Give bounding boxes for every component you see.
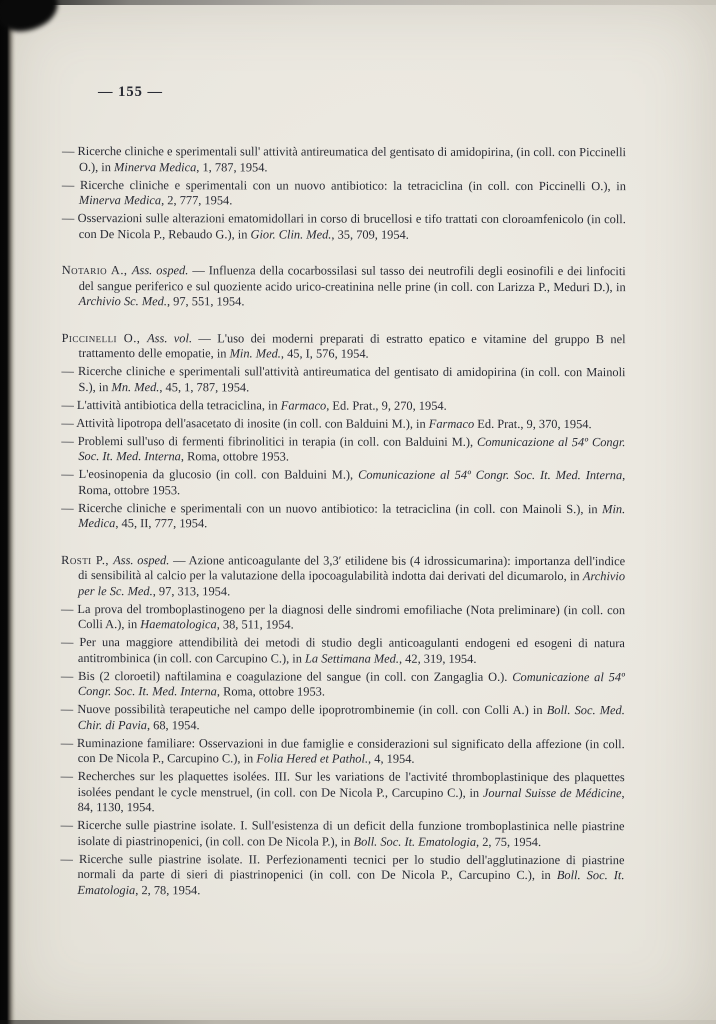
bibliography-entry — [61, 552, 625, 600]
text-segment: , 4, 1954. — [368, 751, 415, 766]
bibliography-entry — [61, 364, 625, 396]
text-segment: Comunicazione al 54º Congr. Soc. It. Med. Interna — [358, 467, 623, 483]
text-segment: , 45, I, 576, 1954. — [280, 346, 369, 361]
bibliography-entry — [61, 668, 625, 700]
text-segment: Archivio Sc. Med. — [78, 294, 167, 309]
text-segment: Farmaco — [428, 416, 475, 431]
bibliography-entry — [61, 397, 625, 414]
bibliography-entry — [62, 330, 626, 362]
bibliography-entry — [61, 702, 625, 734]
text-segment: Journal Suisse de Médicine — [482, 785, 622, 800]
bibliography-entry — [61, 415, 625, 432]
text-segment: , 68, 1954. — [146, 717, 200, 732]
text-segment: , Roma, ottobre 1953. — [216, 684, 325, 699]
text-segment: — Nuove possibilità terapeutiche nel campo delle ipoprotrombinemie (in coll. con Colli A.) in — [60, 701, 547, 718]
text-segment: Notario A., — [61, 262, 132, 278]
text-segment: Haematologica — [140, 617, 217, 632]
text-segment: , 97, 313, 1954. — [152, 583, 231, 598]
text-segment: Ed. Prat., 9, 370, 1954. — [474, 416, 592, 431]
bibliography-list — [60, 144, 626, 902]
text-segment: , 38, 511, 1954. — [216, 617, 294, 632]
text-segment: , 45, 1, 787, 1954. — [159, 379, 250, 394]
text-segment: — Problemi sull'uso di fermenti fibrinolitici in terapia (in coll. con Balduini M.), — [61, 433, 478, 449]
text-segment: — Azione anticoagulante del 3,3′ etilidene bis (4 idrossicumarina): importanza dell'indice di sensibilità al calcio per la valutazione della ipocoagulabilità indotta dai derivati del dicumarolo, in — [78, 552, 626, 584]
text-segment: — Ricerche cliniche e sperimentali con un nuovo antibiotico: la tetraciclina (in coll. con Mainoli S.), in — [61, 500, 603, 516]
text-segment: — Ricerche sulle piastrine isolate. I. Sull'esistenza di un deficit della funzione tromboplastinica nelle piastrine isolate di piastrinopenici, (in coll. con De Nicola P.), in — [60, 817, 625, 849]
scan-edge-top — [0, 0, 716, 5]
text-segment: — Ricerche cliniche e sperimentali sull'attività antireumatica del gentisato di amidopirina (in coll. con Mainoli S.), in — [61, 363, 626, 394]
scan-edge-bottom — [0, 1020, 716, 1024]
text-segment: — L'uso dei moderni preparati di estratto epatico e vitamine del gruppo B nel trattamento delle emopatie, in — [78, 330, 626, 361]
text-segment: Comunicazione al 54º Congr. Soc. It. Med. Interna — [77, 669, 625, 699]
text-segment: Farmaco — [280, 397, 327, 413]
text-segment: Min. Med. — [229, 346, 281, 361]
bibliography-entry — [61, 433, 625, 465]
text-segment: Boll. Soc. It. Ematologia — [353, 834, 477, 849]
text-segment: Boll. Soc. It. Ematologia — [77, 868, 625, 897]
text-segment: Min. Medica — [78, 501, 626, 531]
text-segment: Ass. osped. — [131, 263, 189, 278]
bibliography-entry — [62, 211, 626, 243]
book-binding-shadow — [0, 0, 16, 1024]
text-segment: — L'attività antibiotica della tetraciclina, in — [61, 397, 281, 412]
text-segment: — Ricerche cliniche e sperimentali sull' attività antireumatica del gentisato di amidopirina, (in coll. con Piccinelli O.), in — [61, 144, 626, 174]
text-segment: Minerva Medica — [78, 193, 162, 208]
text-segment: — Influenza della cocarbossilasi sul tasso dei neutrofili degli eosinofili e dei linfociti del sangue periferico e sul quoziente acido urico-creatinina nelle prine (in coll. con Larizza P., Meduri D.), in — [78, 263, 626, 294]
bibliography-entry — [61, 500, 625, 532]
text-segment: , Roma, ottobre 1953. — [78, 468, 626, 497]
text-segment: , Ed. Prat., 9, 270, 1954. — [326, 398, 447, 413]
text-segment: — La prova del tromboplastinogeno per la diagnosi delle sindromi emofiliache (Nota preliminare) (in coll. con Colli A.), in — [61, 601, 626, 632]
text-segment: Mn. Med. — [111, 379, 160, 394]
page-number: — 155 — — [98, 84, 163, 100]
text-segment: Boll. Soc. Med. Chir. di Pavia — [77, 703, 625, 732]
text-segment: Folia Hered et Pathol. — [256, 751, 369, 766]
text-segment: — Recherches sur les plaquettes isolées. III. Sur les variations de l'activité thromboplastinique des plaquettes isolées pendant le cycle menstruel, (in coll. con De Nicola P., Carcupino C.), in — [60, 768, 625, 800]
text-segment: , 2, 78, 1954. — [135, 882, 201, 897]
text-segment: , 2, 75, 1954. — [476, 834, 542, 849]
bibliography-entry — [61, 467, 625, 499]
text-segment: , 2, 777, 1954. — [161, 193, 233, 208]
text-segment: — Ricerche sulle piastrine isolate. II. Perfezionamenti tecnici per lo studio dell'agglutinazione di piastrine normali da parte di sieri di piastrinopenici (in coll. con De Nicola P., Carcupino C.), in — [60, 851, 625, 883]
text-segment: , 45, II, 777, 1954. — [115, 516, 208, 531]
text-segment: Piccinelli O., — [61, 330, 148, 345]
text-segment: — Attività lipotropa dell'asacetato di inosite (in coll. con Balduini M.), in — [61, 415, 429, 431]
text-segment: Gior. Clin. Med. — [250, 226, 332, 242]
text-segment: — Per una maggiore attendibilità dei metodi di studio degli anticoagulanti endogeni ed esogeni di natura antitrombinica (in coll. con Carcupino C.), in — [60, 634, 625, 666]
text-segment: — Osservazioni sulle alterazioni ematomidollari in corso di brucellosi e tifo trattati con cloroamfenicolo (in coll. con De Nicola P., Rebaudo G.), in — [61, 210, 626, 241]
bibliography-entry — [61, 818, 625, 850]
text-segment: , 42, 319, 1954. — [398, 651, 477, 666]
bibliography-entry — [60, 851, 624, 899]
text-segment: , 1, 787, 1954. — [196, 159, 268, 174]
bibliography-entry — [61, 635, 625, 667]
bibliography-entry — [61, 769, 625, 817]
text-segment: — L'eosinopenia da glucosio (in coll. con Balduini M.), — [61, 466, 359, 482]
text-segment: Rosti P., — [61, 552, 114, 567]
text-segment: , 84, 1130, 1954. — [77, 785, 625, 815]
text-segment: — Ruminazione familiare: Osservazioni in due famiglie e considerazioni sul significato della affezione (in coll. con De Nicola P., Carcupino C.), in — [60, 735, 625, 766]
bibliography-entry — [62, 263, 626, 311]
text-segment: La Settimana Med. — [305, 651, 400, 666]
bibliography-entry — [61, 735, 625, 767]
bibliography-entry — [61, 601, 625, 633]
text-segment: , 35, 709, 1954. — [331, 227, 409, 242]
text-segment: — Ricerche cliniche e sperimentali con un nuovo antibiotico: la tetraciclina (in coll. con Piccinelli O.), in — [61, 177, 626, 193]
bibliography-entry — [62, 144, 626, 176]
text-segment: , Roma, ottobre 1953. — [180, 449, 289, 464]
text-segment: Ass. vol. — [147, 330, 193, 345]
bibliography-entry — [62, 177, 626, 209]
text-segment: Minerva Medica — [114, 159, 197, 174]
text-segment: , 97, 551, 1954. — [166, 294, 245, 309]
text-segment: Archivio per le Sc. Med. — [78, 569, 626, 598]
text-segment: Ass. osped. — [113, 552, 170, 567]
text-segment: — Bis (2 cloroetil) naftilamina e coagulazione del sangue (in coll. con Zangaglia O.). — [60, 668, 513, 684]
text-segment: Comunicazione al 54º Congr. Soc. It. Med. Interna — [78, 434, 626, 464]
